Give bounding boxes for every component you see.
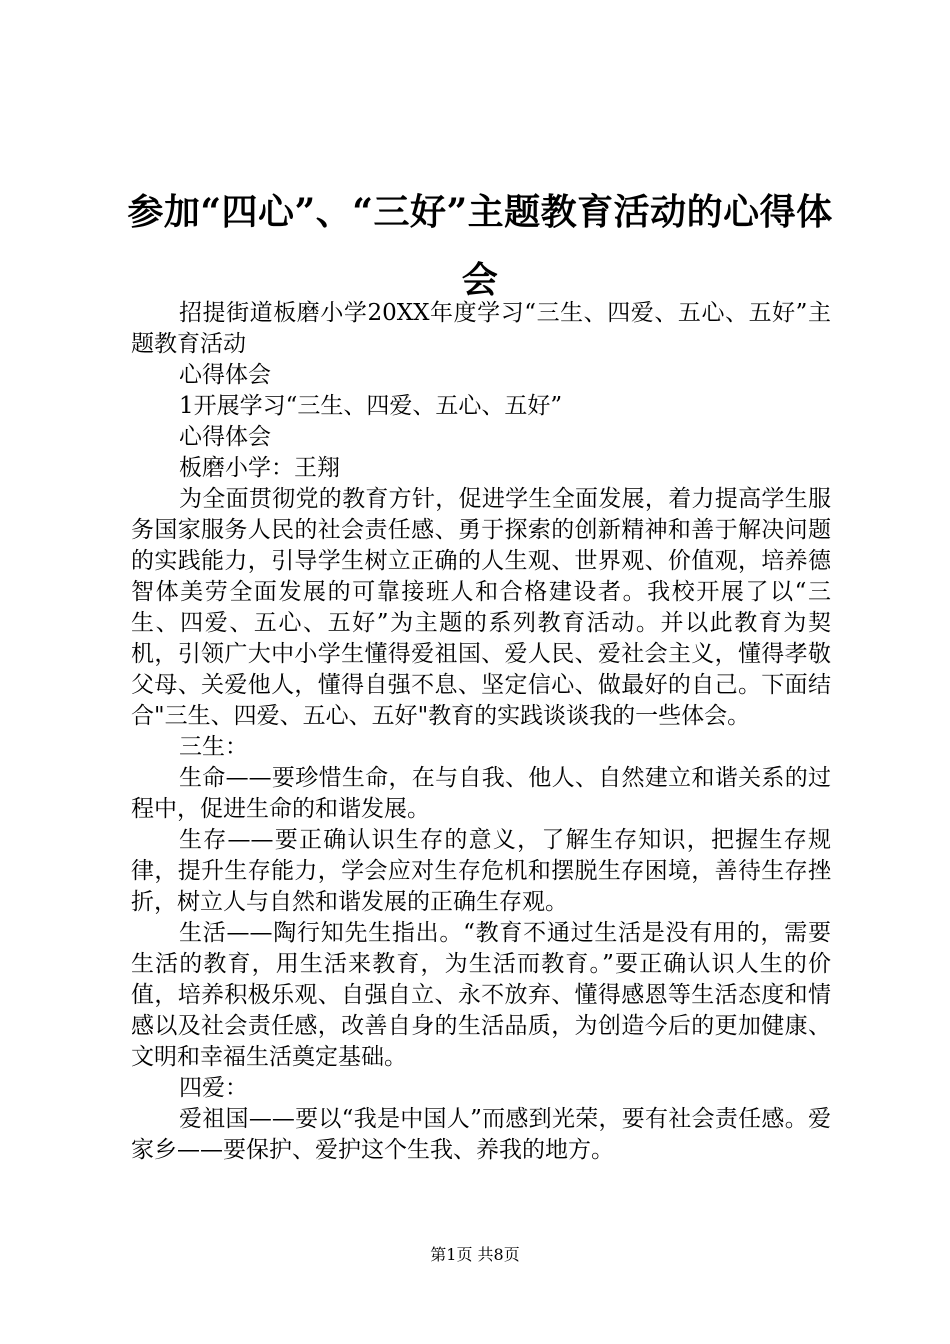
paragraph-aizuguo: 爱祖国——要以“我是中国人”而感到光荣，要有社会责任感。爱家乡——要保护、爱护这个生我、养我的地方。 (131, 1106, 831, 1163)
page-footer: 第1页 共8页 (430, 1245, 520, 1264)
document-body (131, 298, 831, 1166)
paragraph-intro: 为全面贯彻党的教育方针，促进学生全面发展，着力提高学生服务国家服务人民的社会责任感、勇于探索的创新精神和善于解决问题的实践能力，引导学生树立正确的人生观、世界观、价值观，培养德智体美劳全面发展的可靠接班人和合格建设者。我校开展了以“三生、四爱、五心、五好”为主题的系列教育活动。并以此教育为契机，引领广大中小学生懂得爱祖国、爱人民、爱社会主义，懂得孝敬父母、关爱他人，懂得自强不息、坚定信心、做最好的自己。下面结合"三生、四爱、五心、五好"教育的实践谈谈我的一些体会。 (131, 486, 831, 729)
paragraph-section-siai: 四爱： (179, 1075, 248, 1101)
paragraph-section-sansheng: 三生： (179, 734, 248, 760)
paragraph-heading-kaizhan: 1开展学习“三生、四爱、五心、五好” (179, 393, 563, 419)
paragraph-shengming: 生命——要珍惜生命，在与自我、他人、自然建立和谐关系的过程中，促进生命的和谐发展。 (131, 765, 831, 822)
paragraph-shenghuo: 生活——陶行知先生指出。“教育不通过生活是没有用的，需要生活的教育，用生活来教育，为生活而教育。”要正确认识人生的价值，培养积极乐观、自强自立、永不放弃、懂得感恩等生活态度和情感以及社会责任感，改善自身的生活品质，为创造今后的更加健康、文明和幸福生活奠定基础。 (131, 920, 831, 1070)
paragraph-author: 板磨小学：王翔 (179, 455, 340, 481)
paragraph-heading-xinde-2: 心得体会 (179, 424, 271, 450)
paragraph-subtitle: 招提街道板磨小学20XX年度学习“三生、四爱、五心、五好”主题教育活动 (131, 300, 831, 357)
paragraph-heading-xinde-1: 心得体会 (179, 362, 271, 388)
document-title: 参加“四心”、“三好”主题教育活动的心得体会 (127, 191, 833, 301)
paragraph-shengcun: 生存——要正确认识生存的意义，了解生存知识，把握生存规律，提升生存能力，学会应对生存危机和摆脱生存困境，善待生存挫折，树立人与自然和谐发展的正确生存观。 (131, 827, 831, 915)
